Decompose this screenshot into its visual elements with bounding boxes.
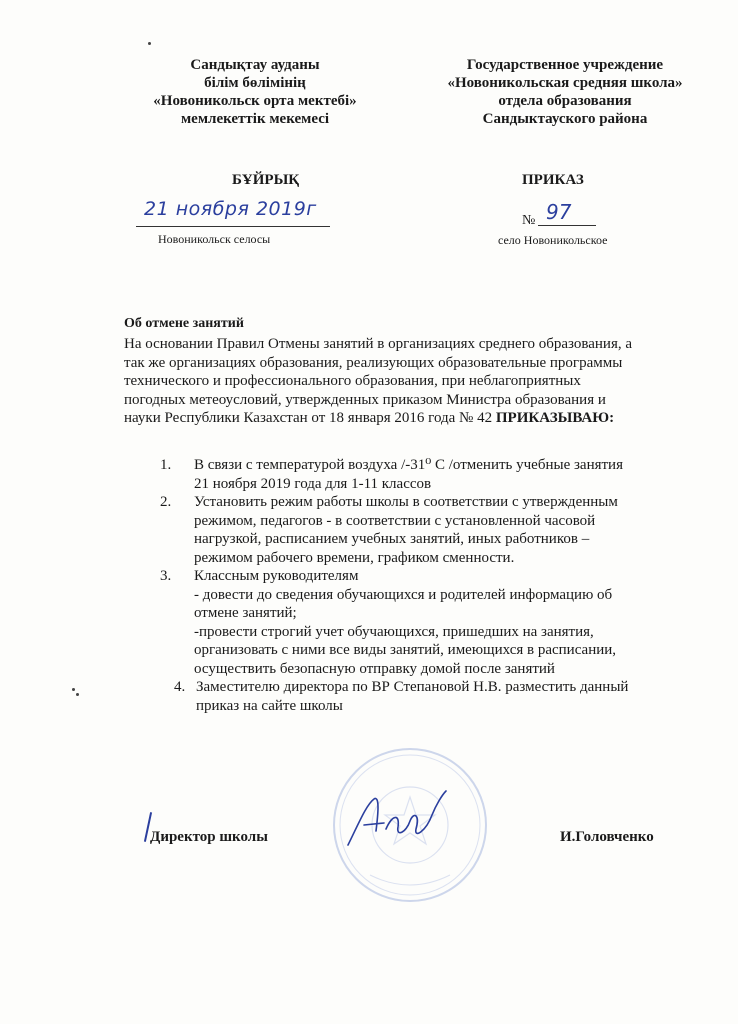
header-kz-line: «Новоникольск орта мектебі» bbox=[153, 93, 357, 109]
order-title-kz: БҰЙРЫҚ bbox=[232, 172, 300, 188]
item-line: - довести до сведения обучающихся и родителей информацию об bbox=[194, 586, 613, 603]
order-item bbox=[174, 678, 720, 715]
handwritten-order-number: 97 bbox=[546, 200, 572, 224]
scan-speck bbox=[148, 42, 151, 45]
item-line: приказ на сайте школы bbox=[196, 697, 343, 714]
header-ru-line: «Новоникольская средняя школа» bbox=[447, 75, 683, 91]
order-command: ПРИКАЗЫВАЮ: bbox=[495, 410, 615, 426]
item-line: осуществить безопасную отправку домой после занятий bbox=[194, 660, 555, 677]
signature-name: И.Головченко bbox=[560, 829, 654, 845]
order-item bbox=[160, 493, 720, 567]
item-line: Заместителю директора по ВР Степановой Н.В. разместить данный bbox=[196, 679, 629, 695]
intro-last-text: науки Республики Казахстан от 18 января 2016 года № 42 bbox=[124, 410, 493, 426]
order-title-ru: ПРИКАЗ bbox=[522, 172, 584, 188]
header-kz-line: Сандықтау ауданы bbox=[190, 57, 320, 73]
director-signature bbox=[340, 785, 450, 855]
order-item bbox=[160, 567, 720, 678]
order-number-label: № bbox=[522, 213, 536, 228]
item-line: режимом, педагогов - в соответствии с установленной часовой bbox=[194, 512, 596, 529]
scan-speck bbox=[72, 688, 75, 691]
order-items bbox=[160, 456, 720, 715]
order-item bbox=[160, 456, 720, 493]
item-number: 4. bbox=[174, 679, 186, 695]
item-line: отмене занятий; bbox=[194, 605, 297, 621]
intro-paragraph bbox=[124, 335, 714, 428]
item-line: нагрузкой, расписанием учебных занятий, иных работников – bbox=[194, 531, 590, 547]
item-line: -провести строгий учет обучающихся, пришедших на занятия, bbox=[194, 623, 594, 640]
item-line: Установить режим работы школы в соответствии с утвержденным bbox=[194, 494, 618, 510]
item-line: организовать с ними все виды занятий, имеющихся в расписании, bbox=[194, 642, 617, 658]
item-number: 1. bbox=[160, 457, 172, 473]
intro-line: погодных метеоусловий, утвержденных приказом Министра образования и bbox=[124, 391, 606, 408]
item-number: 2. bbox=[160, 494, 172, 510]
intro-line: На основании Правил Отмены занятий в организациях среднего образования, а bbox=[124, 336, 633, 352]
handwritten-date: 21 ноября 2019г bbox=[144, 198, 317, 220]
signature-role: Директор школы bbox=[150, 829, 268, 845]
place-kz: Новоникольск селосы bbox=[158, 232, 271, 246]
scan-speck bbox=[76, 693, 79, 696]
intro-line: технического и профессионального образования, при неблагоприятных bbox=[124, 373, 581, 389]
item-line: Классным руководителям bbox=[194, 568, 359, 584]
item-line: В связи с температурой воздуха /-31⁰ С /отменить учебные занятия bbox=[194, 457, 623, 473]
header-kz-line: мемлекеттік мекемесі bbox=[180, 111, 330, 127]
place-ru: село Новоникольское bbox=[498, 233, 608, 247]
item-number: 3. bbox=[160, 568, 172, 584]
order-subject: Об отмене занятий bbox=[124, 316, 244, 331]
header-ru-line: Государственное учреждение bbox=[466, 57, 664, 73]
header-ru-line: Сандыктауского района bbox=[482, 111, 648, 127]
item-line: режимом рабочего времени, графиком сменности. bbox=[194, 549, 515, 566]
intro-line: так же организациях образования, реализующих образовательные программы bbox=[124, 354, 623, 371]
intro-line bbox=[124, 409, 714, 428]
item-line: 21 ноября 2019 года для 1-11 классов bbox=[194, 475, 432, 492]
header-ru-line: отдела образования bbox=[498, 93, 632, 109]
header-kz-line: білім бөлімінің bbox=[204, 75, 306, 91]
header-kz bbox=[140, 56, 370, 128]
header-ru bbox=[420, 56, 710, 128]
